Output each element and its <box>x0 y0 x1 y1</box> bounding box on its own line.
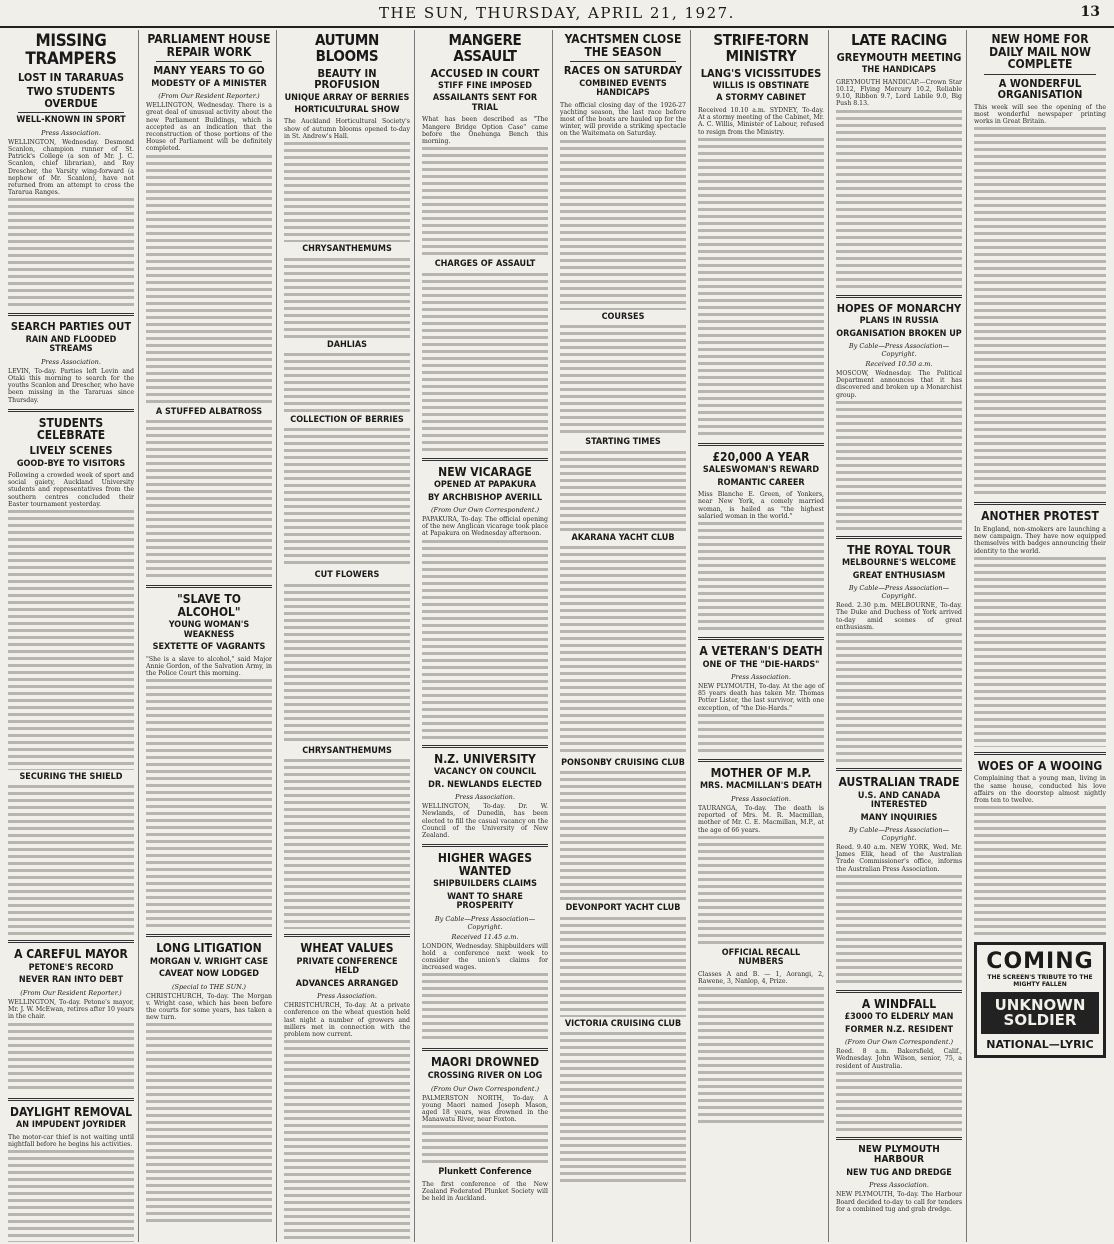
subheadline: UNIQUE ARRAY OF BERRIES <box>284 92 410 103</box>
section-subhead: PONSONBY CRUISING CLUB <box>561 757 685 768</box>
article-body <box>422 1125 548 1165</box>
column-1 <box>4 30 139 1242</box>
subheadline: ONE OF THE "DIE-HARDS" <box>702 659 820 670</box>
article-lead: PAPAKURA, To-day. The official opening of the new Anglican vicarage took place at Papakura on Wednesday afternoon. <box>422 516 548 538</box>
headline: STRIFE-TORN MINISTRY <box>713 31 809 65</box>
section-subhead: DAHLIAS <box>326 339 368 350</box>
dateline: (From Our Own Correspondent.) <box>844 1038 954 1047</box>
subheadline: SEXTETTE OF VAGRANTS <box>152 642 266 653</box>
article-lead: CHRISTCHURCH, To-day. At a private conference on the wheat question held last night a number of growers and millers met in connection with the problem now current. <box>284 1002 410 1038</box>
subheadline: TWO STUDENTS OVERDUE <box>26 85 116 110</box>
subheadline: CAVEAT NOW LODGED <box>158 969 260 980</box>
headline: AUTUMN BLOOMS <box>314 31 380 65</box>
ad-theatres: NATIONAL—LYRIC <box>986 1038 1094 1052</box>
dateline: Press Association. <box>41 128 101 137</box>
subheadline: WILLIS IS OBSTINATE <box>712 81 810 92</box>
subheadline: LOST IN TARARUAS <box>18 70 124 84</box>
subheadline: CROSSING RIVER ON LOG <box>427 1071 543 1082</box>
dateline: (From Our Resident Reporter.) <box>158 92 260 101</box>
subheadline: ADVANCES ARRANGED <box>295 978 399 989</box>
article-lead: NEW PLYMOUTH, To-day. The Harbour Board decided to-day to call for tenders for a combined tug and grab dredge. <box>836 1191 962 1213</box>
headline: WOES OF A WOOING <box>977 758 1103 773</box>
column-4 <box>418 30 553 1242</box>
results-list <box>560 1032 686 1182</box>
article-lead: Reed. 2.30 p.m. MELBOURNE, To-day. The Duke and Duchess of York arrived to-day amid scenes of great enthusiasm. <box>836 602 962 631</box>
results-list <box>698 987 824 1127</box>
article-lead: Reed. 8 a.m. Bakersfield, Calif., Wednesday. John Wilson, senior, 75, a resident of Australia. <box>836 1048 962 1070</box>
article-body <box>8 1023 134 1093</box>
section-subhead: A STUFFED ALBATROSS <box>155 406 263 417</box>
dateline: (From Our Resident Reporter.) <box>20 988 122 997</box>
subheadline: WELL-KNOWN IN SPORT <box>16 115 126 126</box>
dateline: Press Association. <box>41 357 101 366</box>
subheadline: YOUNG WOMAN'S WEAKNESS <box>168 620 250 640</box>
subheadline: RACES ON SATURDAY <box>563 64 683 78</box>
subheadline: U.S. AND CANADA INTERESTED <box>857 790 941 811</box>
article-body <box>560 140 686 310</box>
article-lead: WELLINGTON, To-day. Dr. W. Newlands, of Dunedin, has been elected to fill the casual vacancy on the Council of the University of New Zealand. <box>422 803 548 839</box>
dateline: Press Association. <box>731 794 791 803</box>
subheadline: RAIN AND FLOODED STREAMS <box>25 334 117 355</box>
subheadline: MANY INQUIRIES <box>860 812 938 823</box>
ad-tribute: THE SCREEN'S TRIBUTE TO THE MIGHTY FALLEN <box>987 974 1093 989</box>
subheadline: ASSAILANTS SENT FOR TRIAL <box>432 93 538 113</box>
article-lead: Received 10.10 a.m. SYDNEY, To-day. At a stormy meeting of the Cabinet, Mr. A. C. Willis, Minister of Labour, refused to resign from the Ministry. <box>698 106 824 136</box>
article-body <box>8 785 134 935</box>
headline: MANGERE ASSAULT <box>448 31 522 65</box>
received-time: Received 10.50 a.m. <box>865 359 933 368</box>
headline: LATE RACING <box>851 31 947 49</box>
headline: MISSING TRAMPERS <box>25 31 117 69</box>
dateline: By Cable—Press Association—Copyright. <box>434 914 536 931</box>
subheadline: GOOD-BYE TO VISITORS <box>16 458 126 469</box>
article-body <box>284 258 410 338</box>
subheadline: AN IMPUDENT JOYRIDER <box>16 1120 126 1131</box>
article-body <box>836 401 962 531</box>
article-lead: WELLINGTON, Wednesday. Desmond Scanlon, champion runner of St. Patrick's College (a son of Mr. J. C. Scanlon, chief librarian), and Roy Drescher, the Varsity wing-forward (a nephew of Mr. Scanlon), have not returned from an attempt to cross the Tararua Ranges. <box>8 138 134 197</box>
article-body <box>146 155 272 405</box>
subheadline: VACANCY ON COUNCIL <box>433 767 537 778</box>
subheadline: THE HANDICAPS <box>861 65 937 76</box>
subheadline: GREAT ENTHUSIASM <box>852 570 946 581</box>
headline: A WINDFALL <box>861 996 937 1011</box>
subheadline: LANG'S VICISSITUDES <box>700 66 822 80</box>
subheadline: ROMANTIC CAREER <box>717 477 805 488</box>
cinema-advertisement <box>974 942 1106 1058</box>
column-3 <box>280 30 415 1242</box>
headline: SEARCH PARTIES OUT <box>10 320 132 334</box>
section-subhead: SECURING THE SHIELD <box>19 772 123 783</box>
article-body <box>8 1150 134 1242</box>
dateline: Press Association. <box>869 1181 929 1190</box>
headline: NEW HOME FOR DAILY MAIL NOW COMPLETE <box>989 32 1091 72</box>
section-subhead: CUT FLOWERS <box>314 570 380 581</box>
headline: STUDENTS CELEBRATE <box>36 415 106 443</box>
dateline: By Cable—Press Association—Copyright. <box>848 584 950 601</box>
headline: A CAREFUL MAYOR <box>14 947 128 962</box>
subheadline: STIFF FINE IMPOSED <box>438 81 532 92</box>
subheadline: MODESTY OF A MINISTER <box>151 78 267 89</box>
headline: THE ROYAL TOUR <box>847 542 951 557</box>
article-lead: LONDON, Wednesday. Shipbuilders will hold a conference next week to consider the union's claims for increased wages. <box>422 942 548 972</box>
article-body <box>836 1072 962 1132</box>
section-subhead: CHRYSANTHEMUMS <box>302 745 392 756</box>
headline: YACHTSMEN CLOSE THE SEASON <box>564 32 682 59</box>
article-body <box>560 325 686 435</box>
article-lead: CHRISTCHURCH, To-day. The Morgan v. Wright case, which has been before the courts for some years, has taken a new turn. <box>146 992 272 1022</box>
article-lead: The first conference of the New Zealand Federated Plunket Society will be held in Auckland. <box>422 1180 548 1203</box>
article-lead: "She is a slave to alcohol," said Major Annie Gordon, of the Salvation Army, in the Police Court this morning. <box>146 655 272 677</box>
article-body <box>8 510 134 770</box>
headline: HIGHER WAGES WANTED <box>437 851 533 878</box>
ad-coming: COMING <box>986 949 1094 975</box>
article-lead: Miss Blanche E. Green, of Yonkers, near New York, a comely married woman, is hailed as "the highest salaried woman in the world." <box>698 491 824 520</box>
results-list <box>284 584 410 744</box>
subheadline: OPENED AT PAPAKURA <box>433 480 537 491</box>
article-lead: The Auckland Horticultural Society's show of autumn blooms opened to-day in St. Andrew's Hall. <box>284 118 410 140</box>
results-list <box>284 759 410 929</box>
article-lead: TAURANGA, To-day. The death is reported of Mrs. M. R. Macmillan, mother of Mr. C. E. Macmillan, M.P., at the age of 66 years. <box>698 804 824 834</box>
section-subhead: DEVONPORT YACHT CLUB <box>565 903 681 914</box>
subheadline: PETONE'S RECORD <box>28 963 114 974</box>
article-body <box>146 679 272 929</box>
subheadline: GREYMOUTH MEETING <box>836 50 962 64</box>
subheadline: LIVELY SCENES <box>29 444 113 458</box>
column-7 <box>832 30 967 1242</box>
article-lead: Reed. 9.40 a.m. NEW YORK, Wed. Mr. James Elik, head of the Australian Trade Commissioner's office, informs the Australian Press Association. <box>836 843 962 873</box>
subheadline: COMBINED EVENTS HANDICAPS <box>579 78 667 99</box>
subheadline: £3000 TO ELDERLY MAN <box>844 1012 954 1023</box>
article-body <box>698 836 824 946</box>
article-lead: NEW PLYMOUTH, To-day. At the age of 85 years death has taken Mr. Thomas Potter Lister, the last survivor, with one exception, of "the Die-Hards." <box>698 683 824 712</box>
article-body <box>284 353 410 413</box>
dateline: By Cable—Press Association—Copyright. <box>848 825 950 842</box>
article-body <box>698 522 824 632</box>
headline: N.Z. UNIVERSITY <box>434 751 536 766</box>
results-list <box>560 546 686 756</box>
headline: "SLAVE TO ALCOHOL" <box>177 592 241 619</box>
masthead <box>0 0 1114 28</box>
headline: WHEAT VALUES <box>300 941 394 956</box>
article-body <box>974 127 1106 497</box>
subheadline: WANT TO SHARE PROSPERITY <box>447 891 523 912</box>
subheadline: MRS. MACMILLAN'S DEATH <box>700 781 822 792</box>
article-body <box>698 138 824 438</box>
column-2 <box>142 30 277 1242</box>
headline: MAORI DROWNED <box>430 1055 540 1070</box>
subheadline: PLANS IN RUSSIA <box>859 316 939 327</box>
article-body <box>422 273 548 453</box>
article-body <box>284 142 410 242</box>
section-subhead: STARTING TIMES <box>585 437 661 448</box>
article-body <box>422 147 548 257</box>
subheadline: A STORMY CABINET <box>716 93 806 104</box>
ad-film-title: UNKNOWN SOLDIER <box>981 992 1099 1034</box>
subheadline: MORGAN V. WRIGHT CASE <box>149 956 269 967</box>
column-5 <box>556 30 691 1242</box>
results-list <box>560 917 686 1017</box>
page-number: 13 <box>1080 4 1100 20</box>
subheadline: SALESWOMAN'S REWARD <box>702 465 820 476</box>
section-subhead: VICTORIA CRUISING CLUB <box>564 1018 682 1029</box>
page-columns <box>4 30 1110 1242</box>
article-lead: LEVIN, To-day. Parties left Levin and Otaki this morning to search for the youths Scanlon and Drescher, who have been missing in the Tararuas since Thursday. <box>8 367 134 404</box>
article-lead: The official closing day of the 1926-27 yachting season, the last race before most of the boats are hauled up for the winter, will provide a striking spectacle on the Waitemata on Saturday. <box>560 101 686 138</box>
article-lead: MOSCOW, Wednesday. The Political Department announces that it has discovered and broken up a Monarchist group. <box>836 369 962 399</box>
subheadline: A WONDERFUL ORGANISATION <box>997 76 1083 102</box>
article-lead: Classes A and B. — 1, Aorangi, 2, Rawene, 3, Nanlop, 4, Prize. <box>698 970 824 985</box>
headline: £20,000 A YEAR <box>712 449 810 464</box>
article-body <box>284 1040 410 1240</box>
article-lead: The motor-car thief is not waiting until nightfall before he begins his activities. <box>8 1133 134 1148</box>
dateline: Press Association. <box>455 793 515 802</box>
headline: ANOTHER PROTEST <box>981 509 1099 524</box>
received-time: Received 11.45 a.m. <box>451 932 519 941</box>
dateline: Press Association. <box>317 992 377 1001</box>
article-lead: WELLINGTON, To-day. Petone's mayor, Mr. J. W. McEwan, retires after 10 years in the chair. <box>8 998 134 1021</box>
article-lead: This week will see the opening of the most wonderful newspaper printing works in Great Britain. <box>974 103 1106 126</box>
article-lead: WELLINGTON, Wednesday. There is a great deal of unusual activity about the new Parliament Buildings, which is accepted as an indication that the reconstruction of those portions of the House of Parliament will be definitely completed. <box>146 102 272 153</box>
article-body <box>146 1023 272 1223</box>
section-subhead: OFFICIAL RECALL NUMBERS <box>721 947 801 968</box>
article-lead: What has been described as "The Mangere Bridge Option Case" came before the Onehunga Bench this morning. <box>422 116 548 145</box>
article-lead: GREYMOUTH HANDICAP.—Crown Star 10.12, Flying Mercury 10.2, Reliable 9.10, Ribbon 9.7, Lord Labile 9.0, Big Push 8.13. <box>836 78 962 108</box>
subheadline: ORGANISATION BROKEN UP <box>836 328 962 339</box>
article-body <box>974 557 1106 747</box>
article-lead: PALMERSTON NORTH, To-day. A young Maori named Joseph Mason, aged 18 years, was drowned in the Manawatu River, near Foxton. <box>422 1094 548 1124</box>
article-body <box>836 633 962 763</box>
headline: AUSTRALIAN TRADE <box>838 775 960 790</box>
article-body <box>422 973 548 1043</box>
article-body <box>8 198 134 308</box>
headline: NEW VICARAGE <box>438 464 532 479</box>
column-6 <box>694 30 829 1242</box>
article-body <box>698 714 824 754</box>
article-body <box>836 875 962 985</box>
section-subhead: Plunkett Conference <box>438 1167 532 1178</box>
subheadline: PRIVATE CONFERENCE HELD <box>296 956 398 977</box>
subheadline: NEVER RAN INTO DEBT <box>18 975 124 986</box>
article-body <box>284 428 410 568</box>
headline: PARLIAMENT HOUSE REPAIR WORK <box>147 32 271 59</box>
headline: MOTHER OF M.P. <box>710 765 812 780</box>
subheadline: FORMER N.Z. RESIDENT <box>844 1024 954 1035</box>
article-body <box>560 451 686 531</box>
subheadline: DR. NEWLANDS ELECTED <box>428 779 542 790</box>
section-subhead: CHRYSANTHEMUMS <box>302 244 392 255</box>
subheadline: NEW TUG AND DREDGE <box>846 1167 952 1178</box>
section-subhead: AKARANA YACHT CLUB <box>571 532 675 543</box>
article-body <box>146 420 272 580</box>
dateline: Press Association. <box>731 673 791 682</box>
results-list <box>836 110 962 290</box>
dateline: By Cable—Press Association—Copyright. <box>848 341 950 358</box>
section-subhead: COURSES <box>601 311 645 322</box>
headline: LONG LITIGATION <box>156 941 262 956</box>
article-lead: Complaining that a young man, living in the same house, conducted his love affairs on the doorstep almost nightly from ten to twelve. <box>974 775 1106 805</box>
subheadline: ACCUSED IN COURT <box>430 66 540 80</box>
subheadline: BY ARCHBISHOP AVERILL <box>427 492 543 503</box>
column-8 <box>970 30 1110 1242</box>
newspaper-title: THE SUN, THURSDAY, APRIL 21, 1927. <box>379 4 735 22</box>
section-subhead: COLLECTION OF BERRIES <box>290 414 404 425</box>
article-lead: Following a crowded week of sport and social gaiety, Auckland University students and representatives from the southern centres concluded their Easter tournament yesterday. <box>8 472 134 508</box>
headline: DAYLIGHT REMOVAL <box>10 1104 132 1119</box>
headline: A VETERAN'S DEATH <box>699 644 823 659</box>
subheadline: MANY YEARS TO GO <box>153 64 265 78</box>
subheadline: MELBOURNE'S WELCOME <box>841 558 957 569</box>
dateline: (Special to THE SUN.) <box>172 982 246 991</box>
results-list <box>560 771 686 901</box>
article-lead: In England, non-smokers are launching a new campaign. They have now equipped themselves with badges announcing their identity to the world. <box>974 526 1106 555</box>
subheadline: BEAUTY IN PROFUSION <box>314 66 380 92</box>
dateline: (From Our Own Correspondent.) <box>430 506 540 515</box>
headline: HOPES OF MONARCHY <box>836 301 962 315</box>
article-body <box>422 540 548 740</box>
dateline: (From Our Own Correspondent.) <box>430 1084 540 1093</box>
subheadline: HORTICULTURAL SHOW <box>294 105 400 116</box>
headline: NEW PLYMOUTH HARBOUR <box>858 1143 940 1166</box>
article-body <box>974 806 1106 936</box>
section-subhead: CHARGES OF ASSAULT <box>434 259 536 270</box>
subheadline: SHIPBUILDERS CLAIMS <box>433 879 537 890</box>
